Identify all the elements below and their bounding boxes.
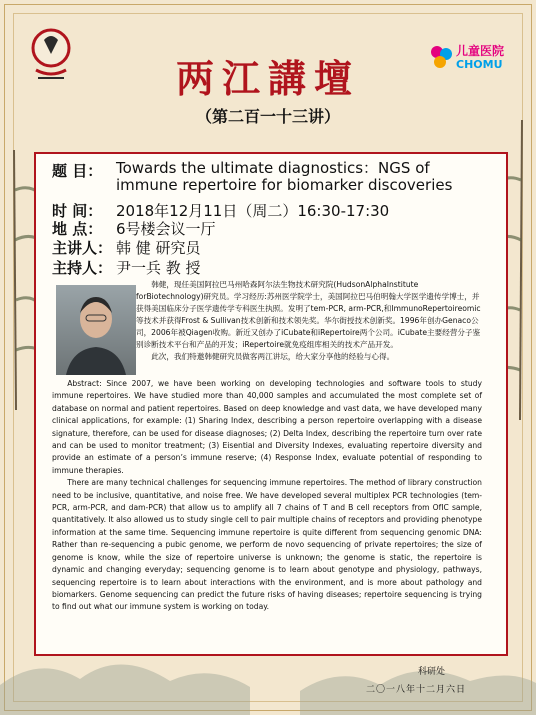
bio-invitation: 此次，我们特邀韩健研究员做客两江讲坛，给大家分享他的经验与心得。 bbox=[151, 352, 395, 361]
page-title: 两江講壇 bbox=[175, 56, 360, 101]
abstract bbox=[52, 378, 482, 614]
host-value: 尹一兵 教 授 bbox=[116, 259, 201, 277]
place-row bbox=[52, 218, 216, 239]
hospital-name-cn: 儿童医院 bbox=[456, 44, 505, 58]
speaker-label: 主讲人： bbox=[52, 239, 113, 257]
speaker-bio bbox=[52, 279, 482, 371]
speaker-row bbox=[52, 237, 201, 258]
place-label: 地 点： bbox=[52, 220, 103, 238]
place-value: 6号楼会议一厅 bbox=[116, 220, 216, 238]
speaker-value: 韩 健 研究员 bbox=[116, 239, 201, 257]
host-row bbox=[52, 257, 201, 278]
time-label: 时 间： bbox=[52, 202, 103, 220]
hospital-name-en: CHOMU bbox=[456, 58, 503, 71]
footer-date: 二〇一八年十二月六日 bbox=[366, 685, 467, 695]
footer-department: 科研处 bbox=[418, 667, 446, 677]
abstract-paragraph-1: Abstract: Since 2007, we have been working on developing technologies and software tools to study immune repertoires. We have studied more than 40,000 samples and accumulated the most complete set of database on normal and patient repertoires. Based on deep knowledge and vast data, we have developed many clinical applications, for example: (1) Sharing Index, describing a person repertoire overlapping with a disease signature, therefore, can be used for disease diagnoses; (2) Delta Index, describing the repertoire turn over rate and can be used to monitor treatment; (3) Eisential and Diversity Indexes, evaluating repertoire diversity and provide an estimate of a person’s immune reserve; (4) Response Index, evaluate potential of responding to immune therapies. bbox=[52, 379, 482, 475]
abstract-paragraph-2: There are many technical challenges for sequencing immune repertoires. The method of library construction need to be inclusive, quantitative, and noise free. We have developed several multiplex PCR technologies (tem-PCR, arm-PCR, and dam-PCR) that allow us to amplify all 7 chains of T and B cell receptors from OfIC sample, quantitatively. It also allowed us to study single cell to pair multiple chains of receptors and providing phenotype information at the same time. Sequencing immune repertoire is quite different from sequencing genomic DNA: Rather than re-sequencing a pubic genome, we perform de novo sequencing of private repertoires; the size of genome is know, while the size of repertoire universe is unknown; the genome is static, the repertoire is dynamic and changing everyday; sequencing genome is to learn about genotype and physiology, pathways, sequencing repertoire is to learn about interactions with the environment, and is more about pathology and biomarkers. Genome sequencing can predict the future risks of having diseases; repertoire sequencing is trying to find out what our immune system is working on today. bbox=[52, 478, 482, 612]
bio-paragraph: 韩健，现任美国阿拉巴马州哈森阿尔法生物技术研究院(HudsonAlphaInstitute forBiotechnology)研究员。学习经历:苏州医学院学士，美国阿拉巴马伯明翰大学医学遗传学博士，并获得美国临床分子医学遗传学专科医生执照。发明了tem-PCR, arm-PCR,和ImmunoRepertoireomic等技术并获得Frost & Sullivan技术创新和技术领先奖。华尔街授技术创新奖。1996年创办Genaco公司，2006年被Qiagen收购。新近又创办了iCubate和iRepertoire两个公司。iCubate主要经营分子鉴别诊断技术平台和产品的开发；iRepertoire就免疫组库相关的技术产品开发。 bbox=[136, 280, 481, 349]
topic-row bbox=[52, 160, 496, 194]
mountain-decoration bbox=[0, 635, 536, 715]
host-label: 主持人： bbox=[52, 259, 113, 277]
topic-label: 题 目： bbox=[52, 162, 103, 180]
lecture-series-number: （第二百一十三讲） bbox=[195, 107, 340, 126]
time-value: 2018年12月11日（周二）16:30-17:30 bbox=[116, 202, 390, 220]
topic-value: Towards the ultimate diagnostics：NGS of immune repertoire for biomarker discoveries bbox=[116, 159, 453, 194]
